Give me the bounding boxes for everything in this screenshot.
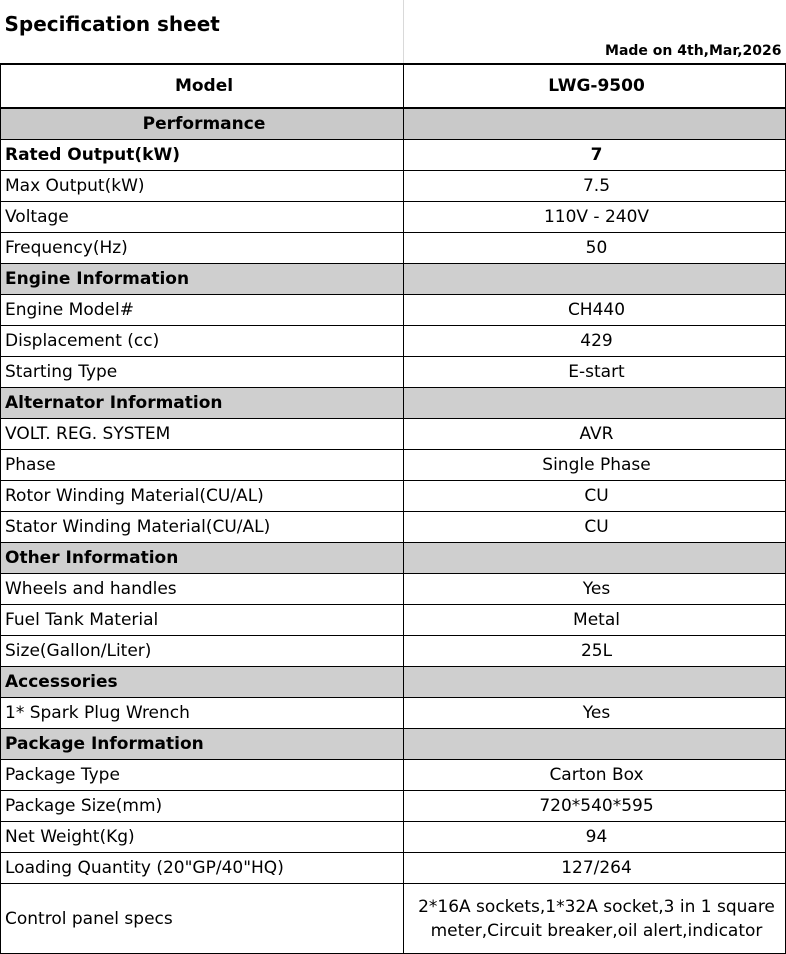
spec-value: 429 — [404, 326, 786, 357]
spec-row — [1, 357, 786, 388]
spec-value: 50 — [404, 233, 786, 264]
spec-label: Package Size(mm) — [1, 791, 404, 822]
spec-row — [1, 140, 786, 171]
section-blank — [404, 667, 786, 698]
spec-value: Yes — [404, 698, 786, 729]
spec-value: 7.5 — [404, 171, 786, 202]
spec-label: Max Output(kW) — [1, 171, 404, 202]
spec-value: Carton Box — [404, 760, 786, 791]
section-title: Package Information — [1, 729, 404, 760]
spec-label: Starting Type — [1, 357, 404, 388]
spec-value: E-start — [404, 357, 786, 388]
section-title: Engine Information — [1, 264, 404, 295]
spec-label: Stator Winding Material(CU/AL) — [1, 512, 404, 543]
spec-label: Package Type — [1, 760, 404, 791]
spec-row — [1, 760, 786, 791]
section-header-accessories — [1, 667, 786, 698]
sheet-title: Specification sheet — [1, 0, 404, 64]
section-blank — [404, 729, 786, 760]
spec-label: Net Weight(Kg) — [1, 822, 404, 853]
section-blank — [404, 543, 786, 574]
spec-label: Loading Quantity (20"GP/40"HQ) — [1, 853, 404, 884]
section-header-engine — [1, 264, 786, 295]
spec-label: Fuel Tank Material — [1, 605, 404, 636]
spec-value: Metal — [404, 605, 786, 636]
spec-row — [1, 326, 786, 357]
spec-value: CH440 — [404, 295, 786, 326]
section-blank — [404, 108, 786, 140]
spec-row — [1, 822, 786, 853]
spec-row — [1, 202, 786, 233]
spec-row — [1, 853, 786, 884]
section-blank — [404, 264, 786, 295]
section-title: Performance — [1, 108, 404, 140]
spec-value: AVR — [404, 419, 786, 450]
model-label: Model — [1, 64, 404, 108]
spec-label: Voltage — [1, 202, 404, 233]
model-row — [1, 64, 786, 108]
spec-row — [1, 884, 786, 954]
spec-label: Engine Model# — [1, 295, 404, 326]
model-value: LWG-9500 — [404, 64, 786, 108]
section-title: Other Information — [1, 543, 404, 574]
spec-label: Phase — [1, 450, 404, 481]
spec-row — [1, 698, 786, 729]
spec-row — [1, 636, 786, 667]
spec-row — [1, 512, 786, 543]
spec-row — [1, 791, 786, 822]
section-blank — [404, 388, 786, 419]
spec-value: 2*16A sockets,1*32A socket,3 in 1 square meter,Circuit breaker,oil alert,indicator — [404, 884, 786, 954]
made-on-date: Made on 4th,Mar,2026 — [605, 43, 782, 59]
section-header-performance — [1, 108, 786, 140]
spec-label: Control panel specs — [1, 884, 404, 954]
spec-label: Wheels and handles — [1, 574, 404, 605]
spec-row — [1, 605, 786, 636]
spec-value: 110V - 240V — [404, 202, 786, 233]
spec-label: Rated Output(kW) — [1, 140, 404, 171]
spec-row — [1, 419, 786, 450]
spec-label: 1* Spark Plug Wrench — [1, 698, 404, 729]
spec-label: Displacement (cc) — [1, 326, 404, 357]
spec-row — [1, 233, 786, 264]
spec-value: Single Phase — [404, 450, 786, 481]
spec-value: CU — [404, 481, 786, 512]
spec-value: Yes — [404, 574, 786, 605]
spec-row — [1, 171, 786, 202]
spec-value: CU — [404, 512, 786, 543]
spec-row — [1, 574, 786, 605]
spec-value: 7 — [404, 140, 786, 171]
section-header-package — [1, 729, 786, 760]
spec-row — [1, 481, 786, 512]
section-header-other — [1, 543, 786, 574]
spec-row — [1, 295, 786, 326]
spec-value: 25L — [404, 636, 786, 667]
spec-label: Frequency(Hz) — [1, 233, 404, 264]
section-header-alternator — [1, 388, 786, 419]
spec-label: Rotor Winding Material(CU/AL) — [1, 481, 404, 512]
spec-value: 94 — [404, 822, 786, 853]
section-title: Alternator Information — [1, 388, 404, 419]
section-title: Accessories — [1, 667, 404, 698]
title-row — [1, 0, 786, 64]
spec-row — [1, 450, 786, 481]
spec-value: 720*540*595 — [404, 791, 786, 822]
spec-value: 127/264 — [404, 853, 786, 884]
spec-label: Size(Gallon/Liter) — [1, 636, 404, 667]
spec-label: VOLT. REG. SYSTEM — [1, 419, 404, 450]
